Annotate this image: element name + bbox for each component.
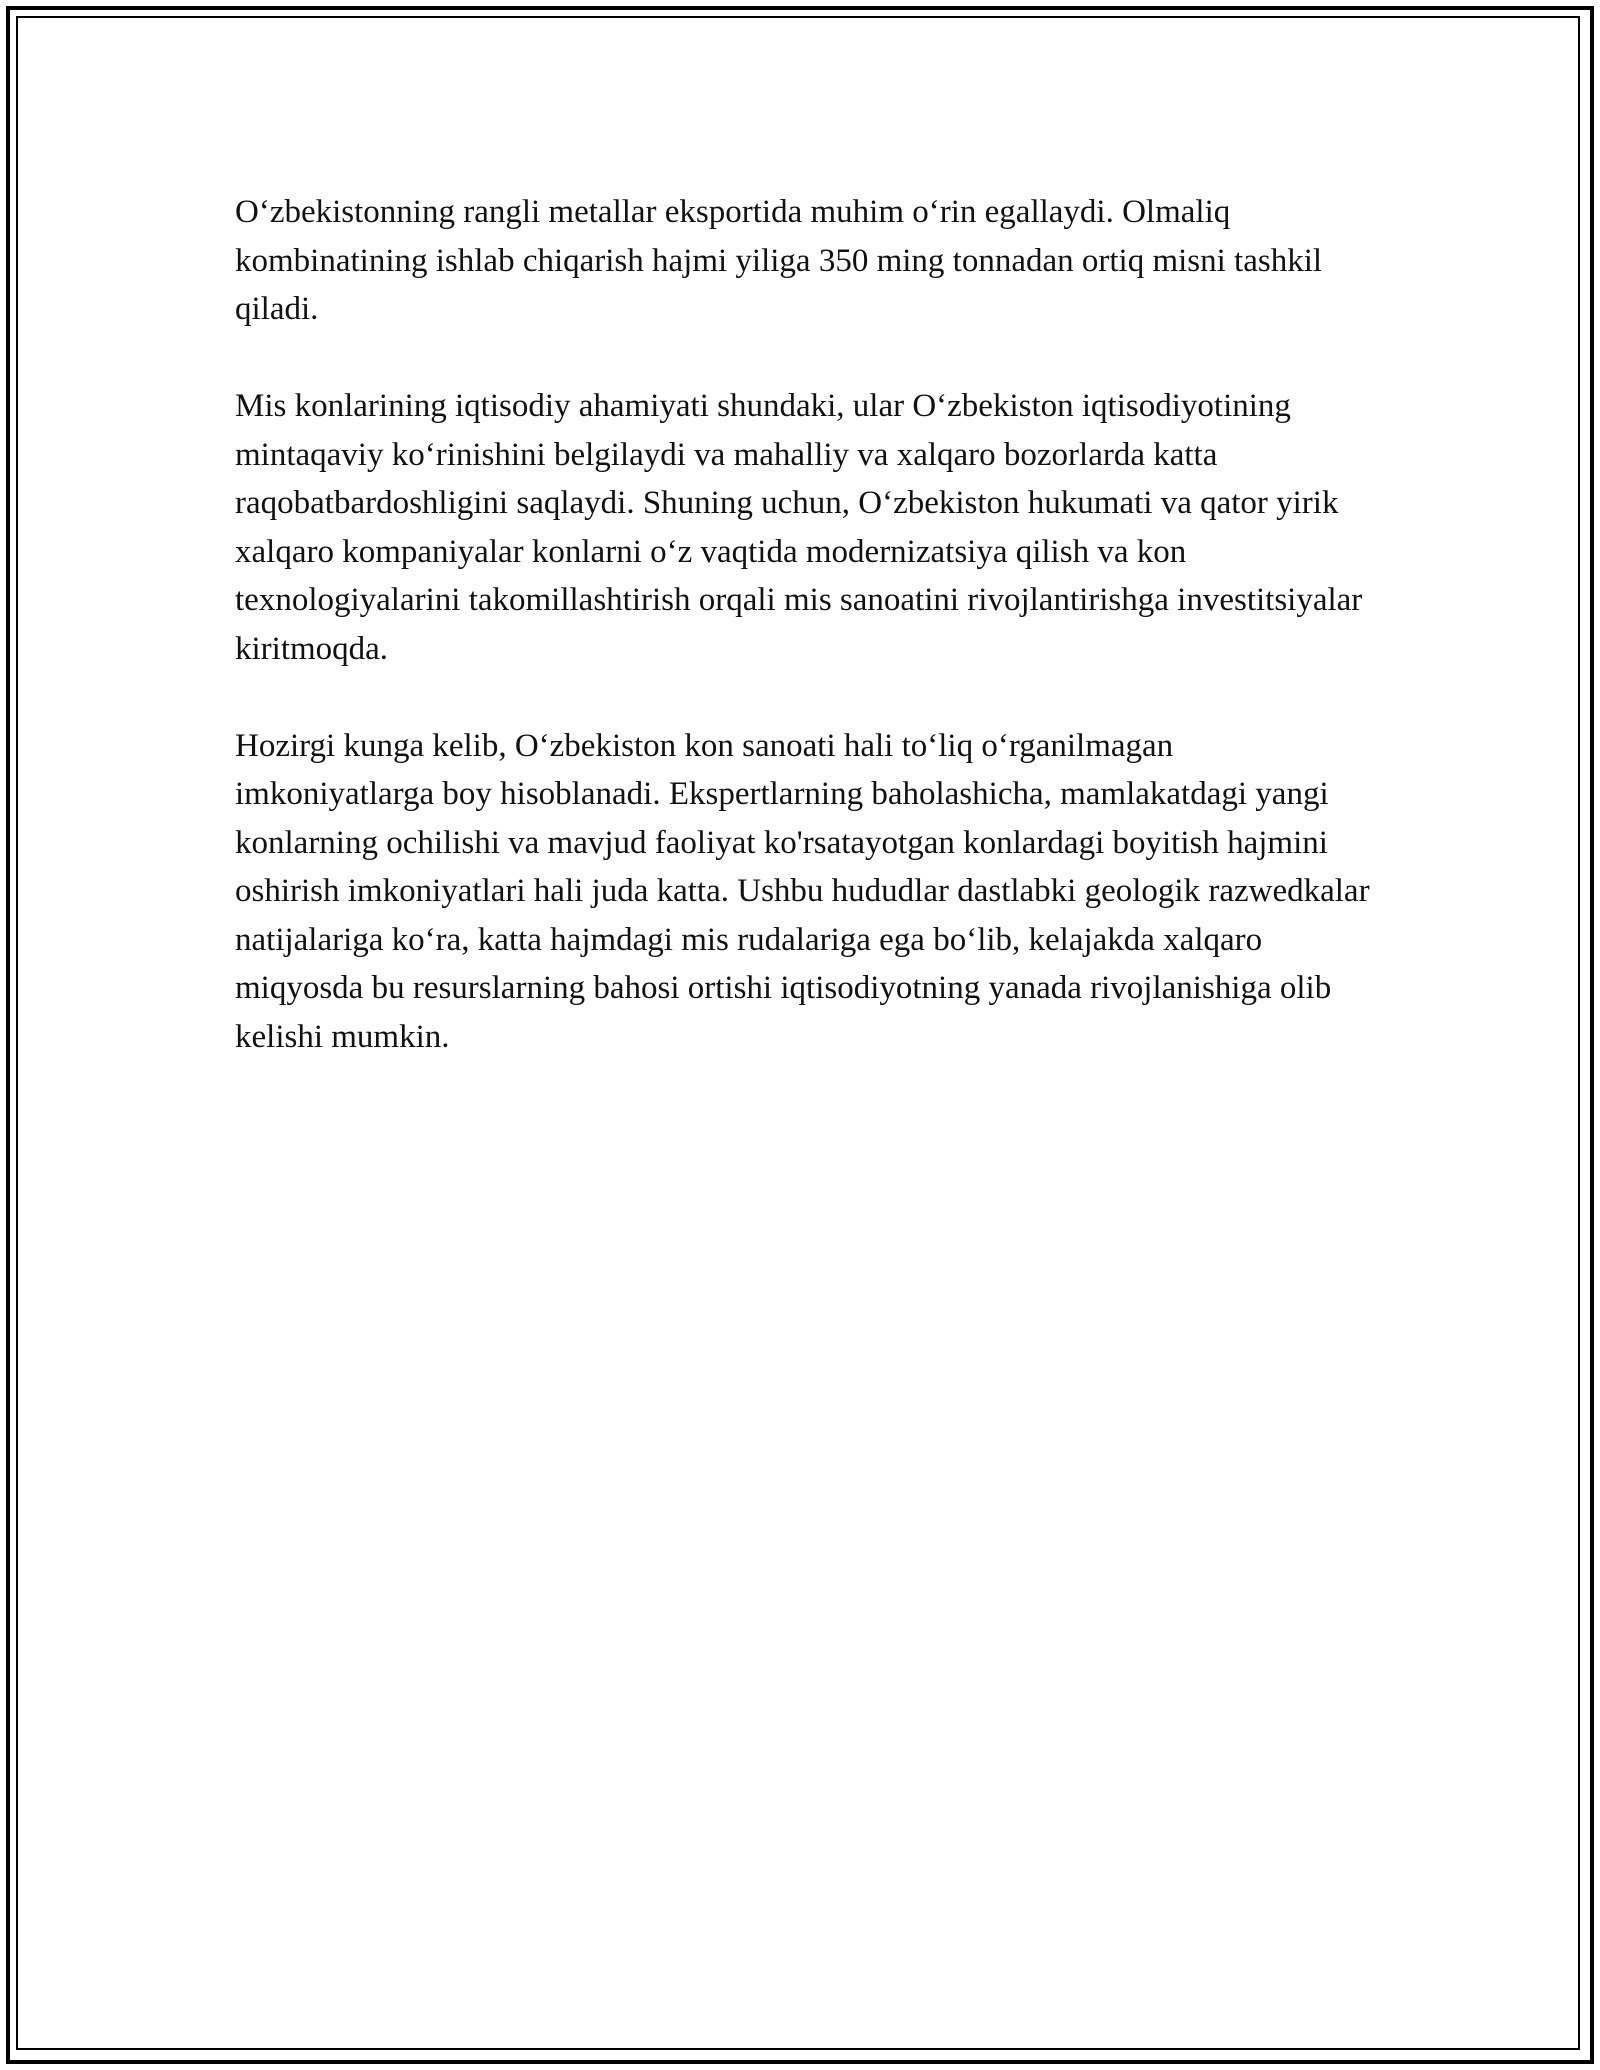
paragraph-2: Mis konlarining iqtisodiy ahamiyati shundaki, ular O‘zbekiston iqtisodiyotining mintaqaviy ko‘rinishini belgilaydi va mahalliy va xalqaro bozorlarda katta raqobatbardoshligini saqlaydi. Shuning uchun, O‘zbekiston hukumati va qator yirik xalqaro kompaniyalar konlarni o‘z vaqtida modernizatsiya qilish va kon texnologiyalarini takomillashtirish orqali mis sanoatini rivojlantirishga investitsiyalar kiritmoqda.	[235, 388, 1363, 667]
paragraph-1: O‘zbekistonning rangli metallar eksportida muhim o‘rin egallaydi. Olmaliq kombinatining ishlab chiqarish hajmi yiliga 350 ming tonnadan ortiq misni tashkil qiladi.	[235, 194, 1323, 327]
paragraph-3: Hozirgi kunga kelib, O‘zbekiston kon sanoati hali to‘liq o‘rganilmagan imkoniyatlarga boy hisoblanadi. Ekspertlarning baholashicha, mamlakatdagi yangi konlarning ochilishi va mavjud faoliyat ko'rsatayotgan konlardagi boyitish hajmini oshirish imkoniyatlari hali juda katta. Ushbu hududlar dastlabki geologik razwedkalar natijalariga ko‘ra, katta hajmdagi mis rudalariga ega bo‘lib, kelajakda xalqaro miqyosda bu resurslarning bahosi ortishi iqtisodiyotning yanada rivojlanishiga olib kelishi mumkin.	[235, 727, 1370, 1055]
document-body	[235, 188, 1375, 1110]
